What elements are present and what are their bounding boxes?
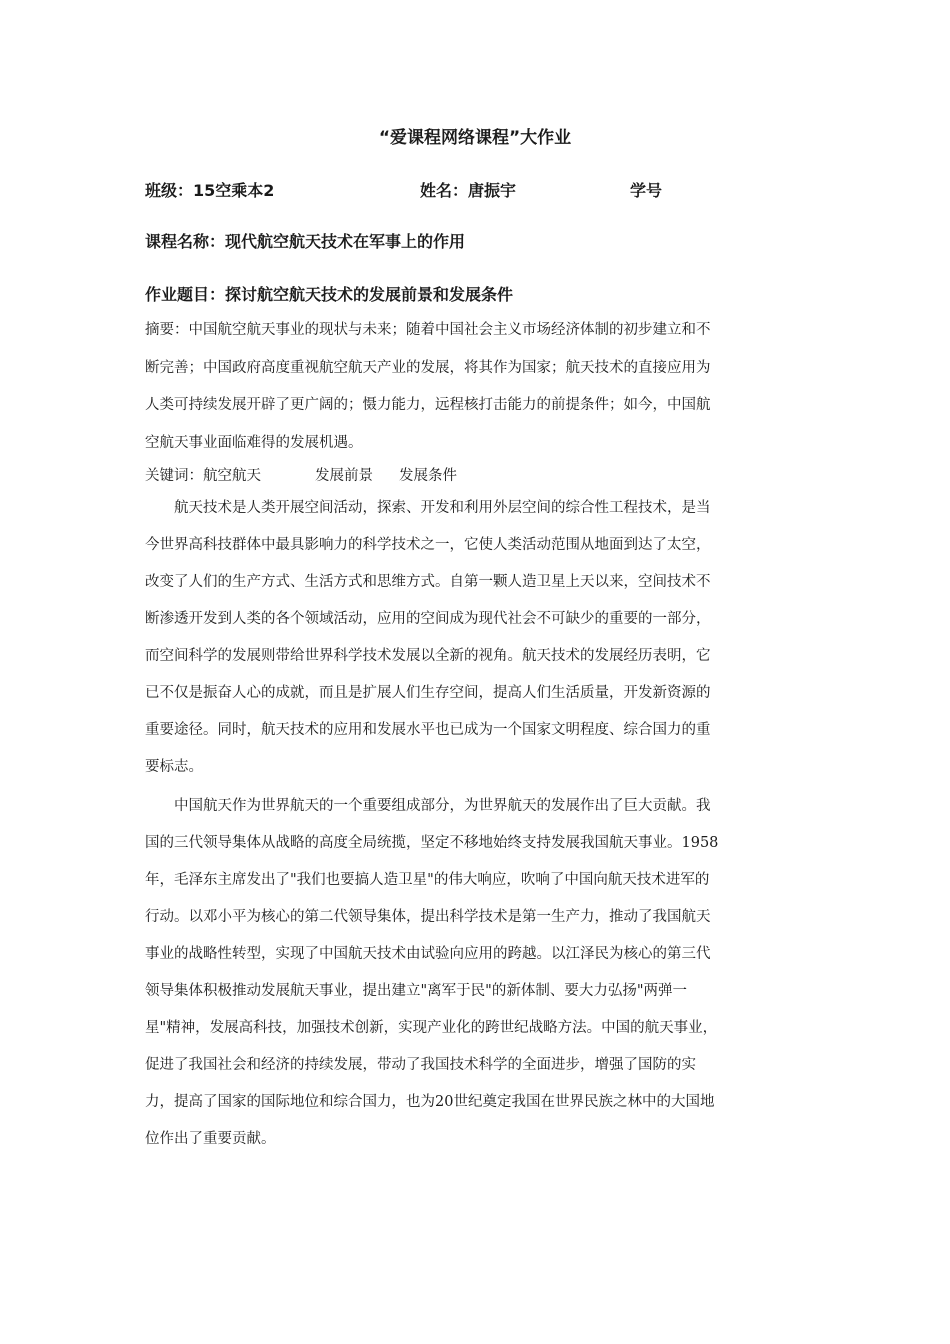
student-info-line [145,180,805,202]
paragraph-line: 促进了我国社会和经济的持续发展，带动了我国技术科学的全面进步，增强了国防的实 [145,1057,696,1073]
paragraph-line: 而空间科学的发展则带给世界科学技术发展以全新的视角。航天技术的发展经历表明，它 [145,648,711,664]
course-name-heading: 课程名称：现代航空航天技术在军事上的作用 [145,232,466,251]
paragraph-line: 行动。以邓小平为核心的第二代领导集体，提出科学技术是第一生产力，推动了我国航天 [145,909,711,925]
class-label: 班级：15空乘本2 [145,181,275,200]
paragraph-line: 领导集体积极推动发展航天事业，提出建立"离军于民"的新体制、要大力弘扬"两弹一 [145,983,688,999]
paragraph-line: 星"精神，发展高科技，加强技术创新，实现产业化的跨世纪战略方法。中国的航天事业， [145,1020,718,1036]
student-name-label: 姓名：唐振宇 [420,181,517,200]
abstract-line: 人类可持续发展开辟了更广阔的；慑力能力，远程核打击能力的前提条件；如今，中国航 [145,397,711,413]
paragraph-line: 力，提高了国家的国际地位和综合国力，也为20世纪奠定我国在世界民族之林中的大国地 [145,1094,715,1110]
paragraph-line: 年，毛泽东主席发出了"我们也要搞人造卫星"的伟大响应，吹响了中国向航天技术进军的 [145,872,710,888]
paragraph-line: 断渗透开发到人类的各个领域活动，应用的空间成为现代社会不可缺少的重要的一部分， [145,611,711,627]
abstract-paragraph [145,312,805,462]
abstract-line: 断完善；中国政府高度重视航空航天产业的发展，将其作为国家；航天技术的直接应用为 [145,359,711,376]
student-id-label: 学号 [630,181,663,200]
paragraph-line: 国的三代领导集体从战略的高度全局统揽，坚定不移地始终支持发展我国航天事业。1958 [145,835,719,851]
keyword-item: 发展前景 [315,468,373,484]
paragraph-line: 要标志。 [145,759,203,775]
body-paragraph-1 [145,490,805,786]
paragraph-line: 中国航天作为世界航天的一个重要组成部分，为世界航天的发展作出了巨大贡献。我 [145,798,711,814]
paragraph-line: 改变了人们的生产方式、生活方式和思维方式。自第一颗人造卫星上天以来，空间技术不 [145,574,711,590]
paragraph-line: 重要途径。同时，航天技术的应用和发展水平也已成为一个国家文明程度、综合国力的重 [145,722,711,738]
paragraph-line: 航天技术是人类开展空间活动，探索、开发和利用外层空间的综合性工程技术，是当 [145,500,711,516]
keyword-item: 发展条件 [399,468,457,484]
keywords-line [145,462,483,490]
document-title: “爱课程网络课程”大作业 [378,128,572,148]
paragraph-line: 今世界高科技群体中最具影响力的科学技术之一，它使人类活动范围从地面到达了太空， [145,537,711,553]
paragraph-line: 位作出了重要贡献。 [145,1131,276,1147]
assignment-topic-heading: 作业题目：探讨航空航天技术的发展前景和发展条件 [145,285,514,304]
abstract-line: 空航天事业面临难得的发展机遇。 [145,434,363,451]
abstract-line: 摘要：中国航空航天事业的现状与未来；随着中国社会主义市场经济体制的初步建立和不 [145,322,711,338]
paragraph-line: 事业的战略性转型，实现了中国航天技术由试验向应用的跨越。以江泽民为核心的第三代 [145,946,711,962]
body-paragraph-2 [145,788,805,1158]
keywords-label: 关键词：航空航天 [145,468,261,484]
paragraph-line: 已不仅是振奋人心的成就，而且是扩展人们生存空间，提高人们生活质量，开发新资源的 [145,685,711,701]
